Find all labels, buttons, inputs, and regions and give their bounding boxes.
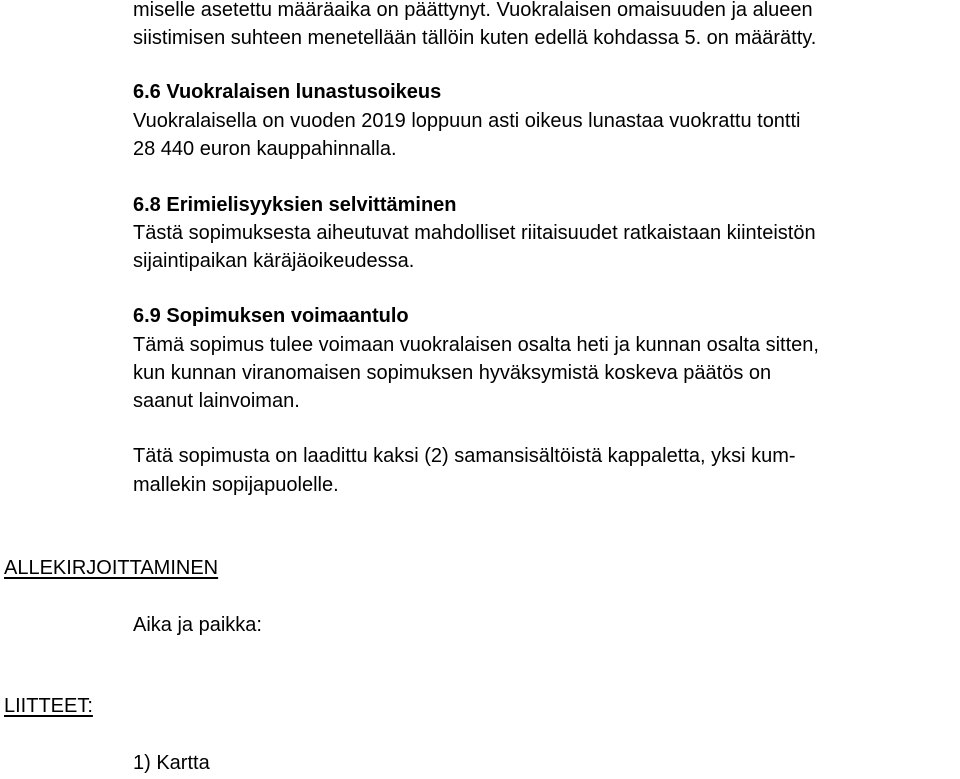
attachment-item-map: 1) Kartta xyxy=(133,752,210,774)
copies-line-2: mallekin sopijapuolelle. xyxy=(133,474,339,496)
section-6-9-line-3: saanut lainvoiman. xyxy=(133,390,300,412)
signing-heading: ALLEKIRJOITTAMINEN xyxy=(4,557,219,579)
section-heading-6-9: 6.9 Sopimuksen voimaantulo xyxy=(133,305,409,327)
section-6-8-line-2: sijaintipaikan käräjäoikeudessa. xyxy=(133,250,415,272)
section-6-8-line-1: Tästä sopimuksesta aiheutuvat mahdolliset riitaisuudet ratkaistaan kiinteistön xyxy=(133,222,816,244)
section-heading-6-6: 6.6 Vuokralaisen lunastusoikeus xyxy=(133,81,442,103)
intro-line-2: siistimisen suhteen menetellään tällöin kuten edellä kohdassa 5. on määrätty. xyxy=(133,27,817,49)
intro-line-1: miselle asetettu määräaika on päättynyt. Vuokralaisen omaisuuden ja alueen xyxy=(133,0,813,21)
section-6-9-line-2: kun kunnan viranomaisen sopimuksen hyväksymistä koskeva päätös on xyxy=(133,362,772,384)
section-heading-6-8: 6.8 Erimielisyyksien selvittäminen xyxy=(133,194,457,216)
section-6-6-line-2: 28 440 euron kauppahinnalla. xyxy=(133,138,397,160)
attachments-heading: LIITTEET: xyxy=(4,695,93,717)
time-place-label: Aika ja paikka: xyxy=(133,614,262,636)
section-6-9-line-1: Tämä sopimus tulee voimaan vuokralaisen osalta heti ja kunnan osalta sitten, xyxy=(133,334,819,356)
copies-line-1: Tätä sopimusta on laadittu kaksi (2) samansisältöistä kappaletta, yksi kum- xyxy=(133,445,796,467)
section-6-6-line-1: Vuokralaisella on vuoden 2019 loppuun asti oikeus lunastaa vuokrattu tontti xyxy=(133,110,801,132)
